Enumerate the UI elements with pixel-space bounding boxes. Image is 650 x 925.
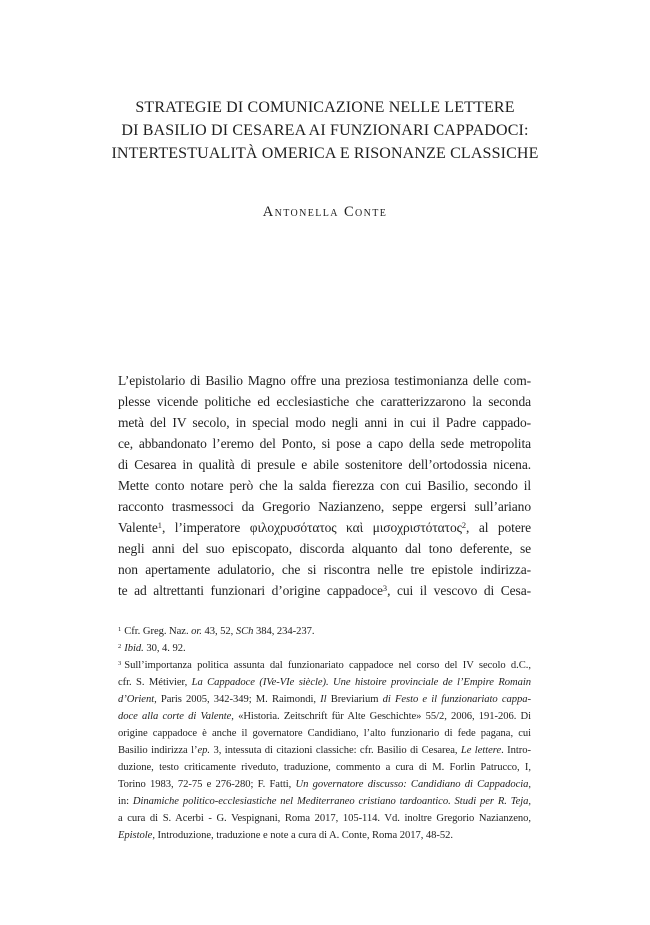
body-line	[118, 370, 531, 391]
italic-run: doce alla corte di Valente	[118, 711, 232, 722]
text-run: , l’imperatore φιλοχρυσότατος καὶ μισοχριστότατος	[161, 520, 462, 535]
text-run: plesse vicende politiche ed ecclesiastiche che caratterizzarono la seconda	[118, 394, 531, 409]
footnote-line	[118, 793, 531, 810]
text-run: , al potere	[466, 520, 531, 535]
text-run: cfr. S. Métivier,	[118, 677, 192, 688]
text-run: L’epistolario di Basilio Magno offre una preziosa testimonianza delle com-	[118, 373, 531, 388]
footnote-line	[118, 725, 531, 742]
text-run: Sull’importanza politica assunta dal funzionariato cappadoce nel corso del IV secolo d.C.,	[124, 660, 531, 671]
body-line	[118, 496, 531, 517]
title-line: INTERTESTUALITÀ OMERICA E RISONANZE CLASSICHE	[111, 145, 539, 162]
text-run: 3, intessuta di citazioni classiche: cfr. Basilio di Cesarea,	[210, 745, 461, 756]
text-run: 384, 234-237.	[253, 626, 315, 637]
text-run: ,	[528, 796, 531, 807]
text-run: in:	[118, 796, 133, 807]
body-line	[118, 433, 531, 454]
text-run: non apertamente adulatorio, che si riscontra nelle tre epistole indirizza-	[118, 562, 531, 577]
body-line	[118, 454, 531, 475]
text-run: Basilio indirizza l’	[118, 745, 198, 756]
text-run: 30, 4. 92.	[143, 643, 186, 654]
text-run: , Introduzione, traduzione e note a cura di A. Conte, Roma 2017, 48-52.	[152, 830, 453, 841]
body-line	[118, 391, 531, 412]
footnote-line	[118, 827, 531, 844]
footnote-line	[118, 640, 531, 657]
title-line: DI BASILIO DI CESAREA AI FUNZIONARI CAPPADOCI:	[121, 122, 529, 139]
footnote-number: 2	[118, 642, 122, 650]
text-run: origine cappadoce è anche il governatore Candidiano, l’alto funzionario di fede pagana, cui	[118, 728, 531, 739]
text-run: racconto trasmessoci da Gregorio Nazianzeno, seppe ergersi sull’ariano	[118, 499, 531, 514]
footnotes	[118, 623, 531, 844]
text-run: Cfr. Greg. Naz.	[124, 626, 192, 637]
text-run: . Intro-	[501, 745, 531, 756]
italic-run: Le lettere	[460, 745, 502, 756]
text-run: Mette conto notare però che la salda fierezza con cui Basilio, secondo il	[118, 478, 531, 493]
footnote	[118, 623, 531, 640]
body-text	[118, 370, 531, 601]
text-run: metà del IV secolo, in special modo negli anni in cui il Padre cappado-	[118, 415, 531, 430]
italic-run: Epistole	[118, 830, 153, 841]
footnote-line	[118, 657, 531, 674]
text-run: , Paris 2005, 342-349; M. Raimondi,	[154, 694, 321, 705]
body-line	[118, 475, 531, 496]
footnote-line	[118, 623, 531, 640]
text-run: di Cesarea in qualità di presule e abile sostenitore dell’ortodossia nicena.	[118, 457, 531, 472]
body-line	[118, 538, 531, 559]
text-run: Valente	[118, 520, 158, 535]
italic-run: ep.	[197, 745, 211, 756]
italic-run: Un governatore discusso: Candidiano di Cappadocia	[295, 779, 529, 790]
footnote-line	[118, 674, 531, 691]
italic-run: La Cappadoce (IVe-VIe siècle). Une histoire provinciale de l’Empire Romain	[191, 677, 531, 688]
body-line	[118, 559, 531, 580]
footnote-reference: 2	[461, 520, 467, 530]
footnote-number: 1	[118, 625, 122, 633]
italic-run: or.	[191, 626, 202, 637]
text-run: Breviarium	[330, 694, 379, 705]
text-run: , «Historia. Zeitschrift für Alte Geschichte» 55/2, 2006, 191-206. Di	[231, 711, 532, 722]
text-run: 43, 52,	[201, 626, 236, 637]
text-run: te ad altrettanti funzionari d’origine cappadoce	[118, 583, 383, 598]
text-run: duzione, testo criticamente riveduto, traduzione, commento a cura di M. Forlin Patrucco, I,	[118, 762, 531, 773]
text-run: , cui il vescovo di Cesa-	[387, 583, 531, 598]
footnote-line	[118, 691, 531, 708]
article-title	[0, 96, 650, 165]
text-run: ,	[528, 779, 532, 790]
body-line	[118, 580, 531, 601]
italic-run: d’Orient	[118, 694, 155, 705]
italic-run: Dinamiche politico-ecclesiastiche nel Mediterraneo cristiano tardoantico. Studi per R. Teja	[132, 796, 529, 807]
footnote-line	[118, 776, 531, 793]
footnote-line	[118, 759, 531, 776]
footnote-line	[118, 708, 531, 725]
body-line	[118, 412, 531, 433]
footnote-line	[118, 810, 531, 827]
text-run: negli anni del suo episcopato, discorda alquanto dal tono deferente, se	[118, 541, 531, 556]
italic-run: di Festo e il funzionariato cappa-	[378, 694, 531, 705]
body-line	[118, 517, 531, 538]
text-run: Torino 1983, 72-75 e 276-280; F. Fatti,	[118, 779, 296, 790]
italic-run: SCh	[235, 626, 254, 637]
footnote	[118, 640, 531, 657]
footnote-reference: 3	[382, 583, 388, 593]
footnote-number: 3	[118, 659, 122, 667]
title-line: STRATEGIE DI COMUNICAZIONE NELLE LETTERE	[135, 99, 515, 116]
text-run: a cura di S. Acerbi - G. Vespignani, Roma 2017, 105-114. Vd. inoltre Gregorio Nazianzeno,	[118, 813, 531, 824]
italic-run: Il	[320, 694, 331, 705]
text-run: ce, abbandonato l’eremo del Ponto, si pose a capo della sede metropolita	[118, 436, 531, 451]
footnote-reference: 1	[157, 520, 162, 530]
italic-run: Ibid.	[124, 643, 144, 654]
footnote-line	[118, 742, 531, 759]
footnote	[118, 657, 531, 844]
author-name: Antonella Conte	[262, 204, 388, 220]
